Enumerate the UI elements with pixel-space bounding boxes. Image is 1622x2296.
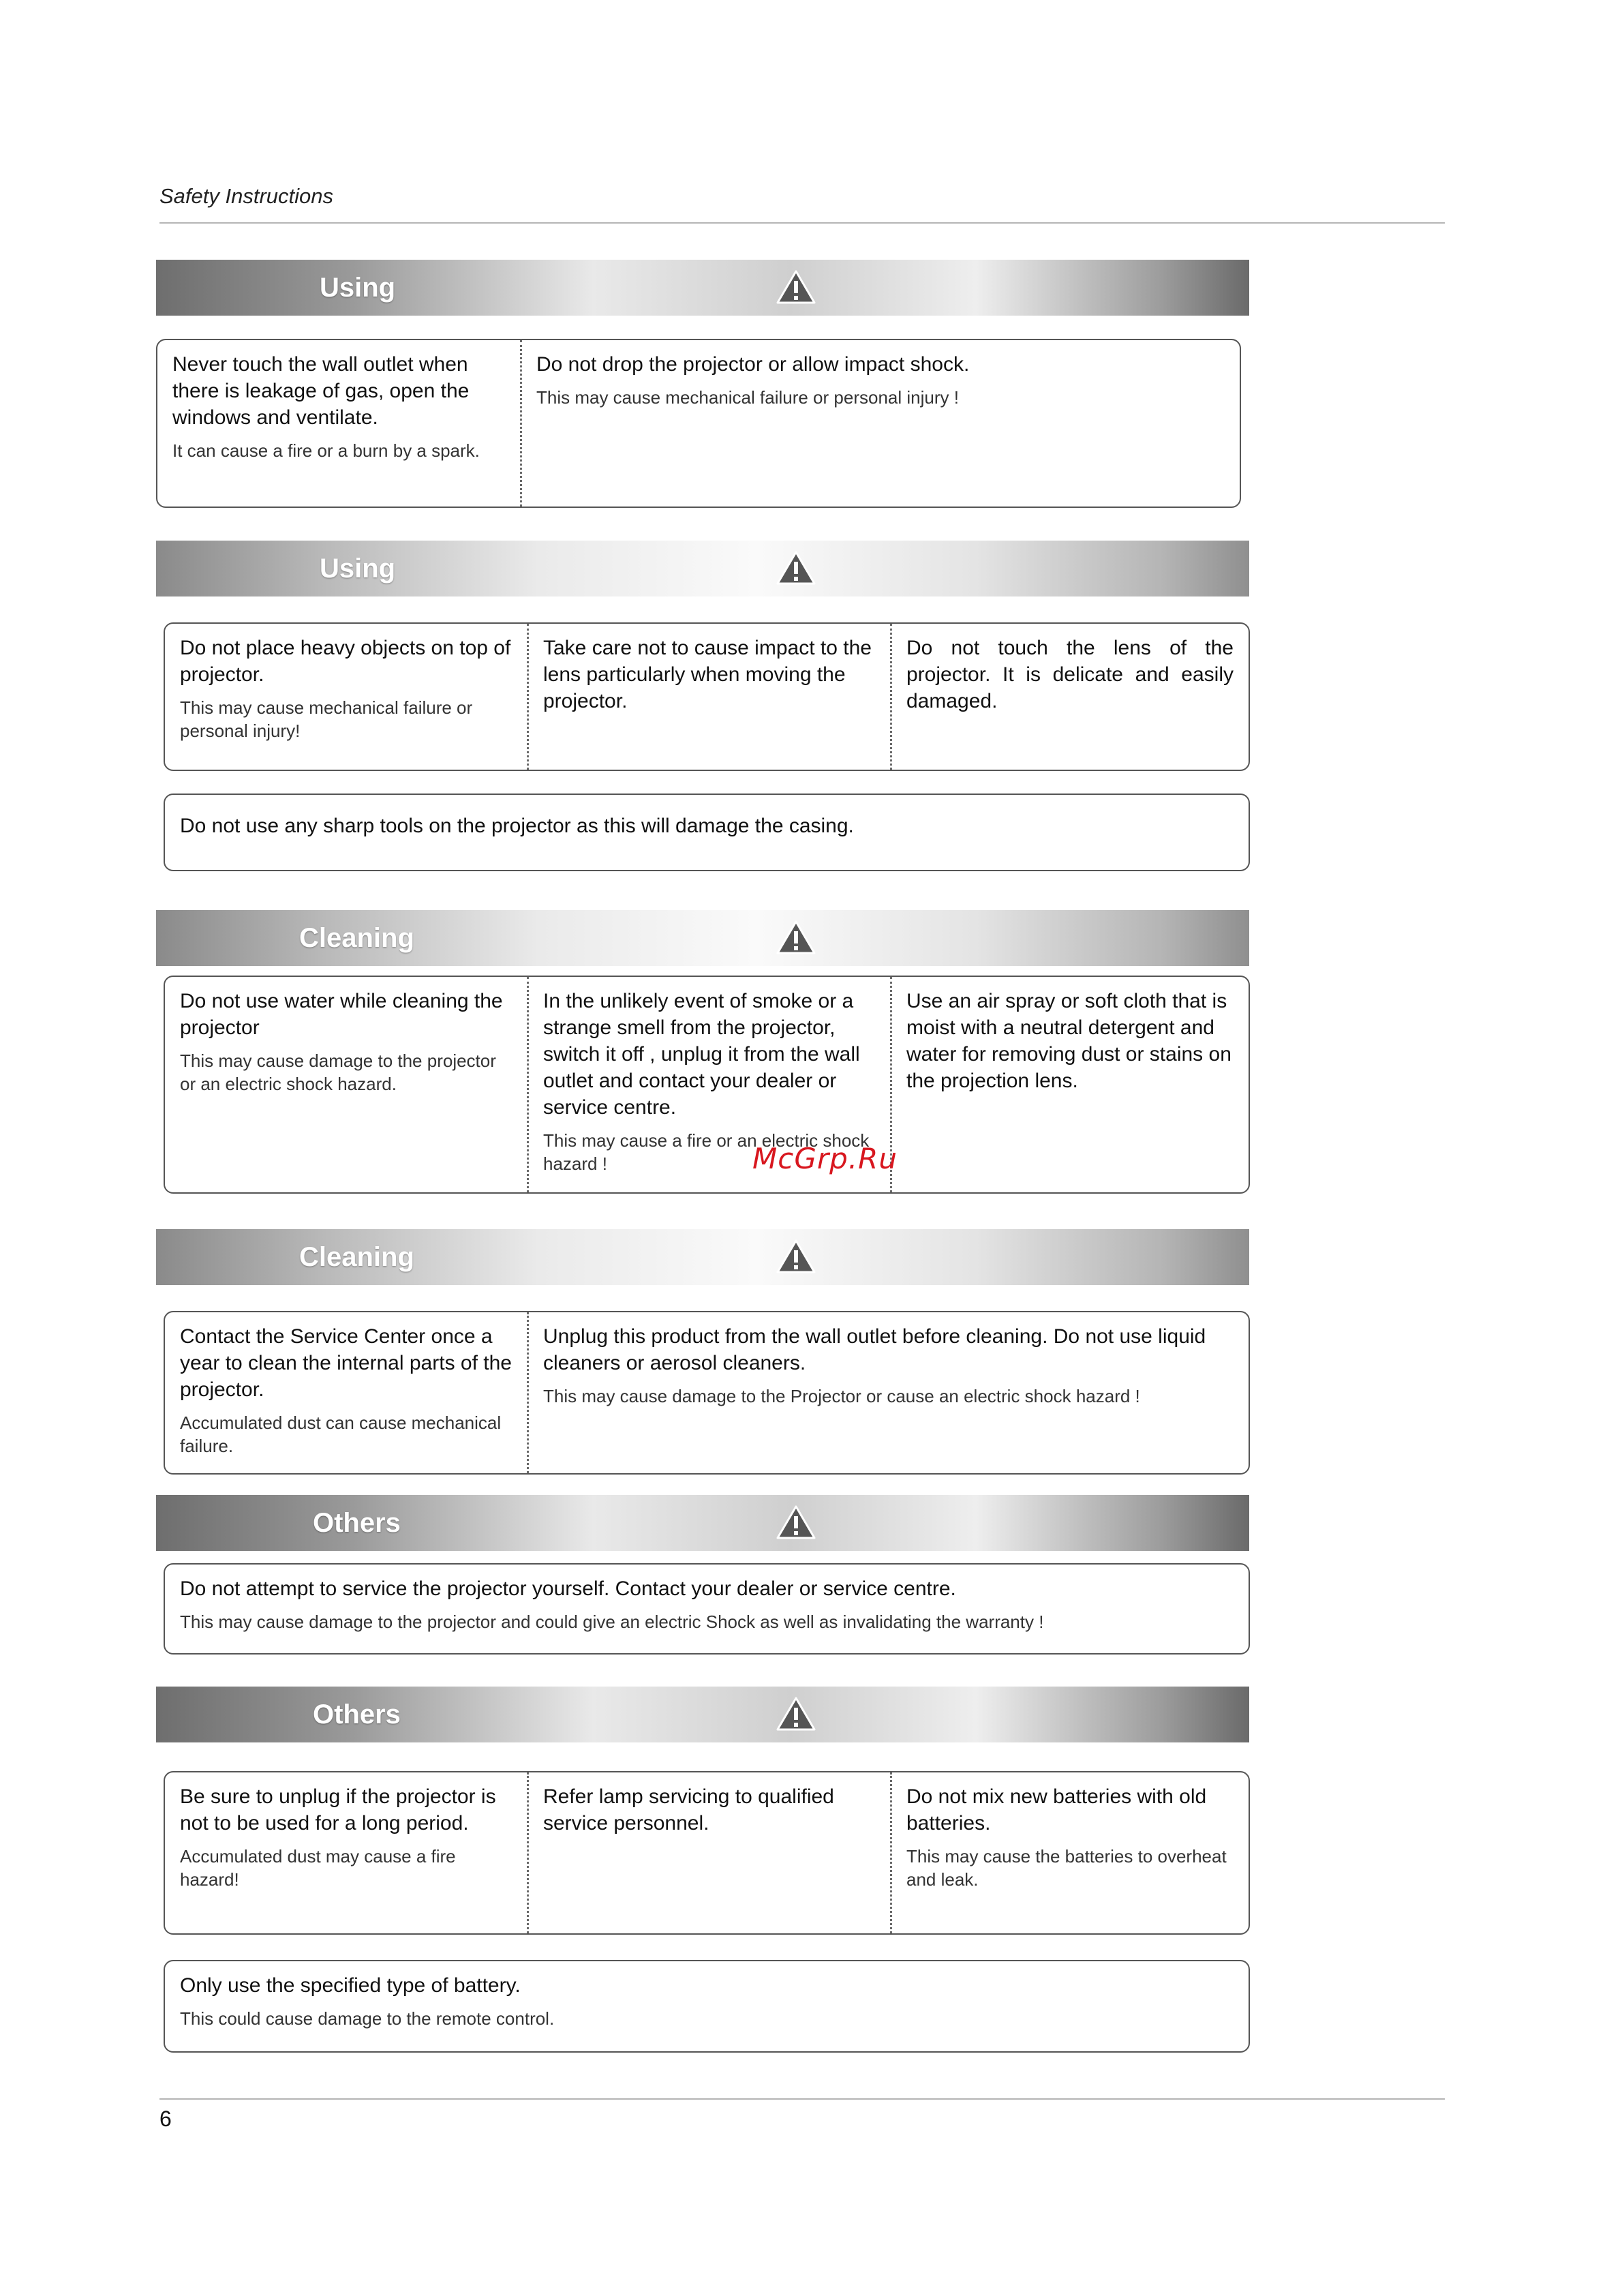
warning-triangle-icon — [776, 920, 816, 955]
section-band-cleaning-2 — [156, 1229, 1249, 1285]
warning-triangle-icon — [776, 550, 816, 586]
item-note: This may cause mechanical failure or personal injury! — [180, 697, 473, 741]
item-text: Use an air spray or soft cloth that is moist with a neutral detergent and water for removing dust or stains on the projection lens. — [906, 990, 1231, 1092]
safety-item — [891, 977, 1249, 1192]
item-note: Accumulated dust can cause mechanical failure. — [180, 1413, 502, 1456]
safety-item — [528, 1312, 1249, 1473]
warning-triangle-icon — [776, 1505, 816, 1540]
item-note: This may cause the batteries to overheat and leak. — [906, 1846, 1227, 1890]
item-text: Refer lamp servicing to qualified service personnel. — [543, 1785, 834, 1834]
safety-item — [165, 1565, 1249, 1653]
item-text: Do not use water while cleaning the projector — [180, 990, 503, 1039]
item-text: Do not use any sharp tools on the projector as this will damage the casing. — [180, 815, 854, 837]
item-note: This may cause a fire or an electric shock hazard ! — [543, 1130, 870, 1174]
item-text: Contact the Service Center once a year to clean the internal parts of the projector. — [180, 1325, 512, 1401]
section-label: Others — [313, 1700, 401, 1729]
section-label: Cleaning — [299, 1242, 414, 1272]
watermark-text: McGrp.Ru — [752, 1142, 898, 1175]
safety-box — [164, 1311, 1250, 1475]
section-label: Using — [320, 554, 396, 584]
safety-box — [164, 1960, 1250, 2053]
safety-item — [157, 340, 520, 507]
section-band-using-1 — [156, 260, 1249, 316]
section-label: Using — [320, 273, 396, 303]
item-text: Take care not to cause impact to the lens particularly when moving the projector. — [543, 637, 872, 712]
section-band-others-2 — [156, 1687, 1249, 1742]
safety-item — [165, 977, 527, 1192]
safety-box — [164, 622, 1250, 771]
item-text: Only use the specified type of battery. — [180, 1974, 521, 1997]
safety-item — [165, 624, 527, 770]
page-header-title: Safety Instructions — [159, 184, 334, 208]
safety-item — [891, 624, 1249, 770]
item-text: Do not attempt to service the projector yourself. Contact your dealer or service centre. — [180, 1577, 956, 1600]
safety-box — [164, 794, 1250, 871]
safety-item — [891, 1772, 1249, 1933]
item-note: This may cause damage to the projector or an electric shock hazard. — [180, 1051, 496, 1094]
safety-item — [528, 1772, 889, 1933]
section-band-others-1 — [156, 1495, 1249, 1551]
item-text: Do not touch the lens of the projector. It is delicate and easily damaged. — [906, 637, 1234, 712]
item-note: This could cause damage to the remote control. — [180, 2008, 555, 2029]
safety-box — [164, 976, 1250, 1194]
item-text: Do not drop the projector or allow impact shock. — [536, 353, 970, 376]
item-text: Do not place heavy objects on top of projector. — [180, 637, 511, 686]
safety-item — [165, 1772, 527, 1933]
item-note: Accumulated dust may cause a fire hazard! — [180, 1846, 456, 1890]
safety-item — [165, 1312, 527, 1473]
item-text: Be sure to unplug if the projector is not to be used for a long period. — [180, 1785, 496, 1834]
safety-item — [165, 795, 1249, 870]
section-band-using-2 — [156, 541, 1249, 596]
warning-triangle-icon — [776, 269, 816, 305]
item-note: It can cause a fire or a burn by a spark. — [172, 440, 480, 461]
section-label: Cleaning — [299, 923, 414, 953]
header-divider — [159, 222, 1445, 224]
item-text: Do not mix new batteries with old batteries. — [906, 1785, 1207, 1834]
section-band-cleaning-1 — [156, 910, 1249, 966]
section-label: Others — [313, 1508, 401, 1538]
safety-item — [165, 1961, 1249, 2051]
item-text: Unplug this product from the wall outlet before cleaning. Do not use liquid cleaners or aerosol cleaners. — [543, 1325, 1206, 1374]
item-note: This may cause mechanical failure or personal injury ! — [536, 387, 959, 408]
warning-triangle-icon — [776, 1696, 816, 1732]
safety-item — [521, 340, 1240, 507]
safety-box — [164, 1563, 1250, 1655]
footer-divider — [159, 2098, 1445, 2100]
safety-box — [164, 1771, 1250, 1935]
item-note: This may cause damage to the Projector or cause an electric shock hazard ! — [543, 1386, 1140, 1406]
warning-triangle-icon — [776, 1239, 816, 1274]
item-text: Never touch the wall outlet when there is leakage of gas, open the windows and ventilate. — [172, 353, 470, 429]
page-number: 6 — [159, 2106, 172, 2131]
safety-item — [528, 624, 889, 770]
safety-box — [156, 339, 1241, 508]
item-note: This may cause damage to the projector and could give an electric Shock as well as invalidating the warranty ! — [180, 1612, 1044, 1632]
item-text: In the unlikely event of smoke or a strange smell from the projector, switch it off , unplug it from the wall outlet and contact your dealer or service centre. — [543, 990, 860, 1119]
